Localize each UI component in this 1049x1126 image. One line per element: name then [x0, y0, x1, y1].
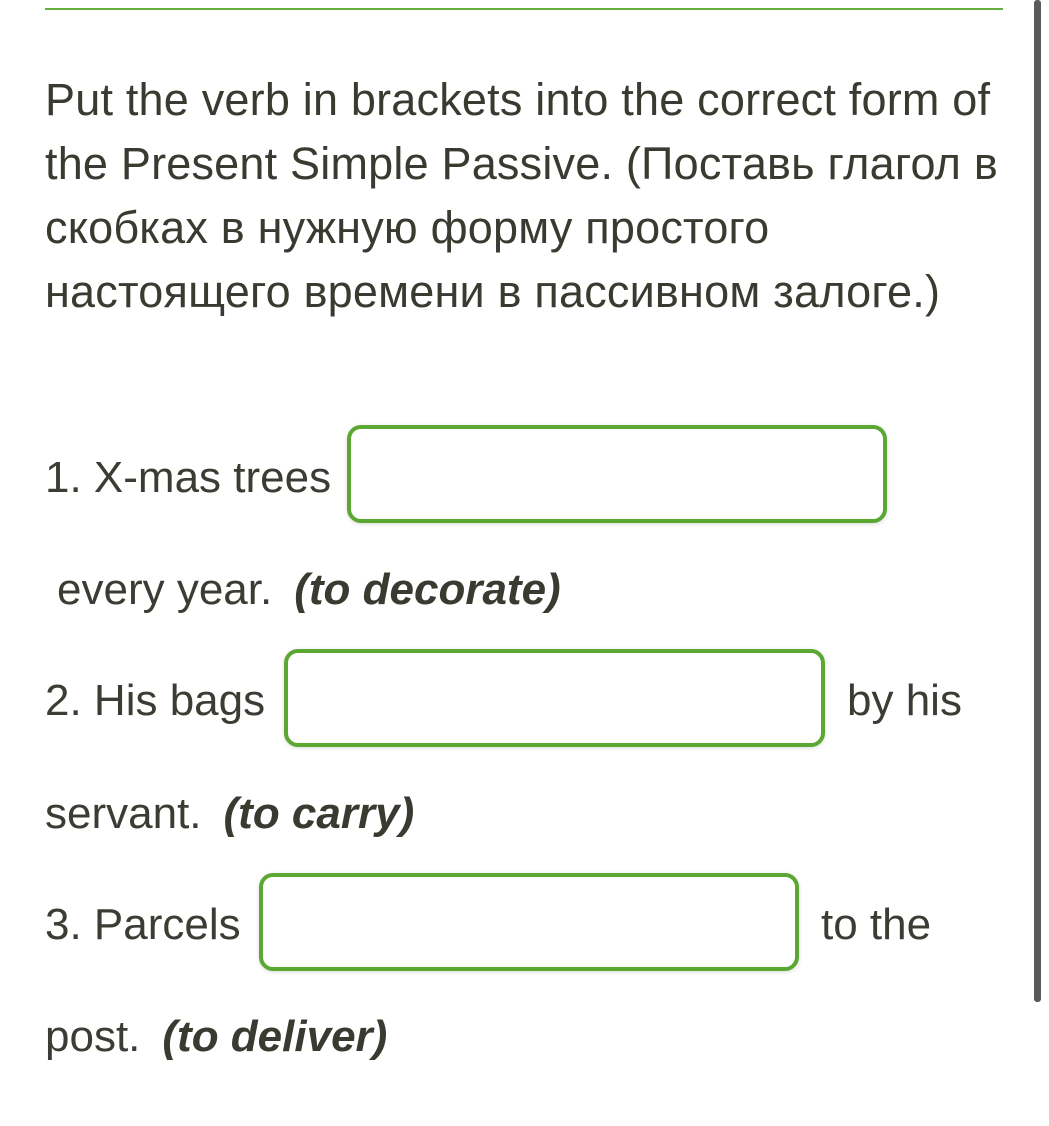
item-1-continuation-line [57, 560, 561, 620]
item-2-answer-input[interactable] [284, 649, 825, 747]
item-1-prefix: 1. X-mas trees [45, 453, 332, 502]
item-3-continuation: post. [45, 1012, 141, 1061]
item-3-continuation-line [45, 1007, 387, 1067]
item-2-line [45, 671, 265, 731]
item-3-after: to the [821, 900, 932, 949]
item-3-answer-input[interactable] [259, 873, 799, 971]
scrollbar[interactable] [1034, 0, 1041, 1002]
item-1-line [45, 448, 331, 508]
item-2-after-line [847, 671, 962, 731]
item-2-after: by his [847, 676, 962, 725]
item-2-prefix: 2. His bags [45, 676, 266, 725]
item-2-continuation-line [45, 784, 414, 844]
item-2-continuation: servant. [45, 789, 202, 838]
item-3-hint: (to deliver) [162, 1012, 388, 1061]
item-1-hint: (to decorate) [294, 565, 561, 614]
item-3-after-line [821, 895, 931, 955]
item-3-line [45, 895, 241, 955]
item-1-continuation: every year. [57, 565, 273, 614]
item-2-hint: (to carry) [223, 789, 415, 838]
task-instructions: Put the verb in brackets into the correct form of the Present Simple Passive. (Поставь глагол в скобках в нужную форму простого настоящего времени в пассивном залоге.) [45, 74, 998, 317]
top-divider [45, 8, 1003, 10]
item-3-prefix: 3. Parcels [45, 900, 241, 949]
item-1-answer-input[interactable] [347, 425, 887, 523]
